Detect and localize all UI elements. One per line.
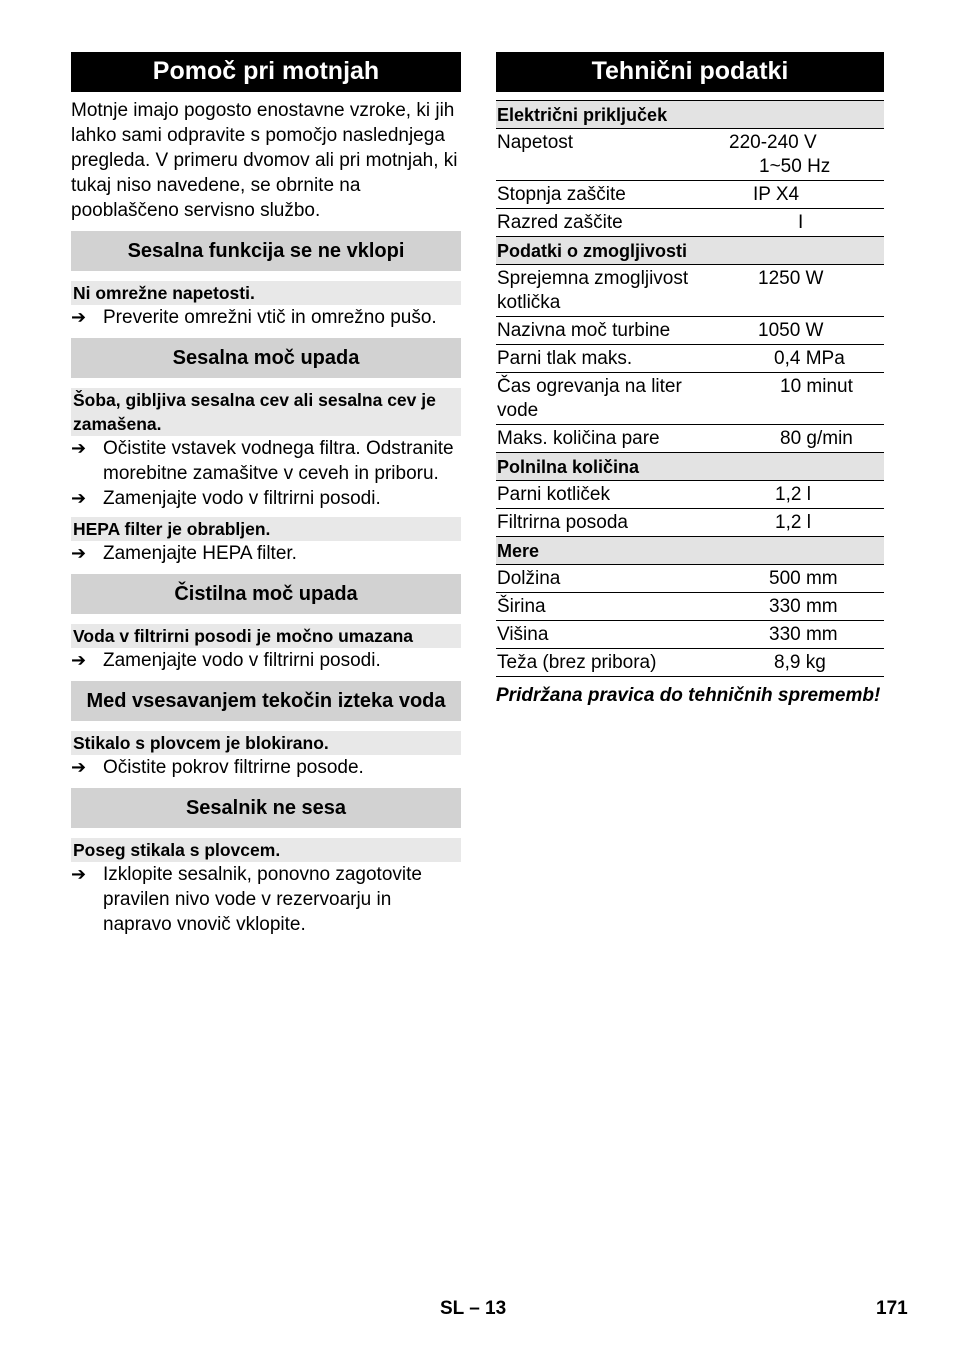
- spec-row: Širina 330 mm: [496, 593, 884, 621]
- action-text: Očistite pokrov filtrirne posode.: [103, 757, 364, 778]
- section-heading: Sesalnik ne sesa: [71, 788, 461, 828]
- arrow-right-icon: ➔: [71, 438, 87, 458]
- group-row: Električni priključek: [496, 101, 884, 129]
- section-heading: Čistilna moč upada: [71, 574, 461, 614]
- group-row: Mere: [496, 537, 884, 565]
- page-number: 171: [876, 1298, 908, 1319]
- spec-row: Maks. količina pare 80 g/min: [496, 425, 884, 453]
- action-text: Izklopite sesalnik, ponovno zagotovite pravilen nivo vode v rezervoarju in napravo vnovič vklopite.: [103, 864, 422, 935]
- spec-row: Parni kotliček 1,2 l: [496, 481, 884, 509]
- spec-row: Teža (brez pribora) 8,9 kg: [496, 649, 884, 677]
- group-row: Polnilna količina: [496, 453, 884, 481]
- arrow-right-icon: ➔: [71, 488, 87, 508]
- spec-row: Razred zaščite I: [496, 209, 884, 237]
- technical-data-title: Tehnični podatki: [496, 52, 884, 92]
- footer-section-label: SL – 13: [440, 1298, 507, 1319]
- cause-heading: HEPA filter je obrabljen.: [71, 517, 461, 541]
- cause-heading: Ni omrežne napetosti.: [71, 281, 461, 305]
- arrow-right-icon: ➔: [71, 650, 87, 670]
- spec-row: Višina 330 mm: [496, 621, 884, 649]
- intro-paragraph: Motnje imajo pogosto enostavne vzroke, ki jih lahko sami odpravite s pomočjo naslednjega pregleda. V primeru dvomov ali pri motnjah, ki tukaj niso navedene, se obrnite na pooblaščeno servisno službo.: [71, 100, 458, 221]
- specs-table: [496, 100, 884, 677]
- arrow-right-icon: ➔: [71, 307, 87, 327]
- spec-row: Parni tlak maks. 0,4 MPa: [496, 345, 884, 373]
- spec-row: Čas ogrevanja na liter vode 10 minut: [496, 373, 884, 425]
- technical-data-column: [496, 52, 884, 708]
- spec-row: Napetost 220-240 V 1~50 Hz: [496, 129, 884, 181]
- spec-row: Dolžina 500 mm: [496, 565, 884, 593]
- cause-heading: Šoba, gibljiva sesalna cev ali sesalna cev je zamašena.: [71, 388, 461, 436]
- troubleshooting-column: [71, 52, 461, 937]
- spec-row: Stopnja zaščite IP X4: [496, 181, 884, 209]
- action-item: [71, 862, 461, 937]
- action-item: [71, 436, 461, 486]
- action-text: Zamenjajte vodo v filtrirni posodi.: [103, 488, 381, 509]
- action-item: [71, 305, 461, 330]
- arrow-right-icon: ➔: [71, 543, 87, 563]
- spec-row: Nazivna moč turbine 1050 W: [496, 317, 884, 345]
- action-text: Preverite omrežni vtič in omrežno pušo.: [103, 307, 437, 328]
- action-item: [71, 755, 461, 780]
- arrow-right-icon: ➔: [71, 757, 87, 777]
- action-item: [71, 486, 461, 511]
- section-heading: Med vsesavanjem tekočin izteka voda: [71, 681, 461, 721]
- cause-heading: Voda v filtrirni posodi je močno umazana: [71, 624, 461, 648]
- section-heading: Sesalna funkcija se ne vklopi: [71, 231, 461, 271]
- group-row: Podatki o zmogljivosti: [496, 237, 884, 265]
- action-text: Zamenjajte vodo v filtrirni posodi.: [103, 650, 381, 671]
- section-heading: Sesalna moč upada: [71, 338, 461, 378]
- cause-heading: Stikalo s plovcem je blokirano.: [71, 731, 461, 755]
- troubleshooting-title: Pomoč pri motnjah: [71, 52, 461, 92]
- action-item: [71, 541, 461, 566]
- rights-note: Pridržana pravica do tehničnih sprememb!: [496, 685, 881, 706]
- action-item: [71, 648, 461, 673]
- cause-heading: Poseg stikala s plovcem.: [71, 838, 461, 862]
- arrow-right-icon: ➔: [71, 864, 87, 884]
- spec-row: Filtrirna posoda 1,2 l: [496, 509, 884, 537]
- spec-row: Sprejemna zmogljivost kotlička 1250 W: [496, 265, 884, 317]
- action-text: Očistite vstavek vodnega filtra. Odstranite morebitne zamašitve v ceveh in priboru.: [103, 438, 454, 484]
- action-text: Zamenjajte HEPA filter.: [103, 543, 297, 564]
